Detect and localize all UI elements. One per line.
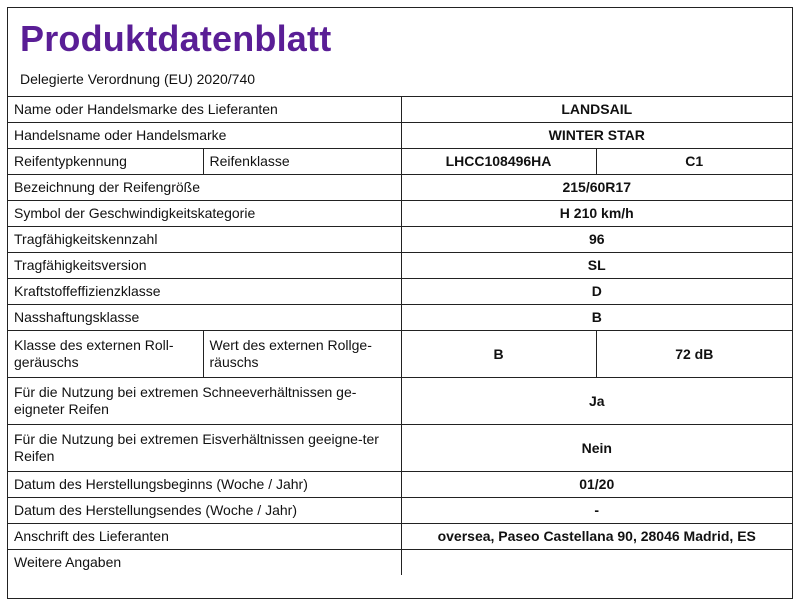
snow-value: Ja — [401, 378, 792, 425]
address-value: oversea, Paseo Castellana 90, 28046 Madrid, ES — [401, 524, 792, 550]
noise-value-label: Wert des externen Rollge-räuschs — [203, 331, 401, 378]
table-row — [8, 279, 792, 305]
speed-label: Symbol der Geschwindigkeitskategorie — [8, 201, 401, 227]
table-row — [8, 498, 792, 524]
table-row — [8, 123, 792, 149]
table-row — [8, 175, 792, 201]
ice-value: Nein — [401, 425, 792, 472]
fuel-class-label: Kraftstoffeffizienzklasse — [8, 279, 401, 305]
load-index-value: 96 — [401, 227, 792, 253]
fuel-class-value: D — [401, 279, 792, 305]
wet-grip-value: B — [401, 305, 792, 331]
trade-name-value: WINTER STAR — [401, 123, 792, 149]
tyre-class-label: Reifenklasse — [203, 149, 401, 175]
table-row — [8, 378, 792, 425]
size-label: Bezeichnung der Reifengröße — [8, 175, 401, 201]
load-version-value: SL — [401, 253, 792, 279]
product-data-sheet — [7, 7, 793, 599]
table-row — [8, 472, 792, 498]
wet-grip-label: Nasshaftungsklasse — [8, 305, 401, 331]
table-row — [8, 201, 792, 227]
further-info-label: Weitere Angaben — [8, 550, 401, 576]
trade-name-label: Handelsname oder Handelsmarke — [8, 123, 401, 149]
ice-label: Für die Nutzung bei extremen Eisverhältnissen geeigne-ter Reifen — [8, 425, 401, 472]
size-value: 215/60R17 — [401, 175, 792, 201]
table-row — [8, 305, 792, 331]
address-label: Anschrift des Lieferanten — [8, 524, 401, 550]
table-row — [8, 331, 792, 378]
type-id-value: LHCC108496HA — [401, 149, 596, 175]
load-version-label: Tragfähigkeitsversion — [8, 253, 401, 279]
load-index-label: Tragfähigkeitskennzahl — [8, 227, 401, 253]
speed-value: H 210 km/h — [401, 201, 792, 227]
supplier-label: Name oder Handelsmarke des Lieferanten — [8, 97, 401, 123]
further-info-value — [401, 550, 792, 576]
regulation-subtitle: Delegierte Verordnung (EU) 2020/740 — [20, 71, 256, 87]
prod-start-value: 01/20 — [401, 472, 792, 498]
spec-table — [8, 96, 792, 575]
supplier-value: LANDSAIL — [401, 97, 792, 123]
table-row — [8, 524, 792, 550]
tyre-class-value: C1 — [596, 149, 792, 175]
prod-end-label: Datum des Herstellungsendes (Woche / Jahr) — [8, 498, 401, 524]
table-row — [8, 550, 792, 576]
noise-class-label: Klasse des externen Roll-geräuschs — [8, 331, 203, 378]
table-row — [8, 253, 792, 279]
table-row — [8, 227, 792, 253]
prod-end-value: - — [401, 498, 792, 524]
page-title: Produktdatenblatt — [20, 18, 332, 59]
snow-label: Für die Nutzung bei extremen Schneeverhältnissen ge-eigneter Reifen — [8, 378, 401, 425]
type-id-label: Reifentypkennung — [8, 149, 203, 175]
table-row — [8, 97, 792, 123]
noise-class-value: B — [401, 331, 596, 378]
noise-db-value: 72 dB — [596, 331, 792, 378]
prod-start-label: Datum des Herstellungsbeginns (Woche / Jahr) — [8, 472, 401, 498]
table-row — [8, 149, 792, 175]
table-row — [8, 425, 792, 472]
